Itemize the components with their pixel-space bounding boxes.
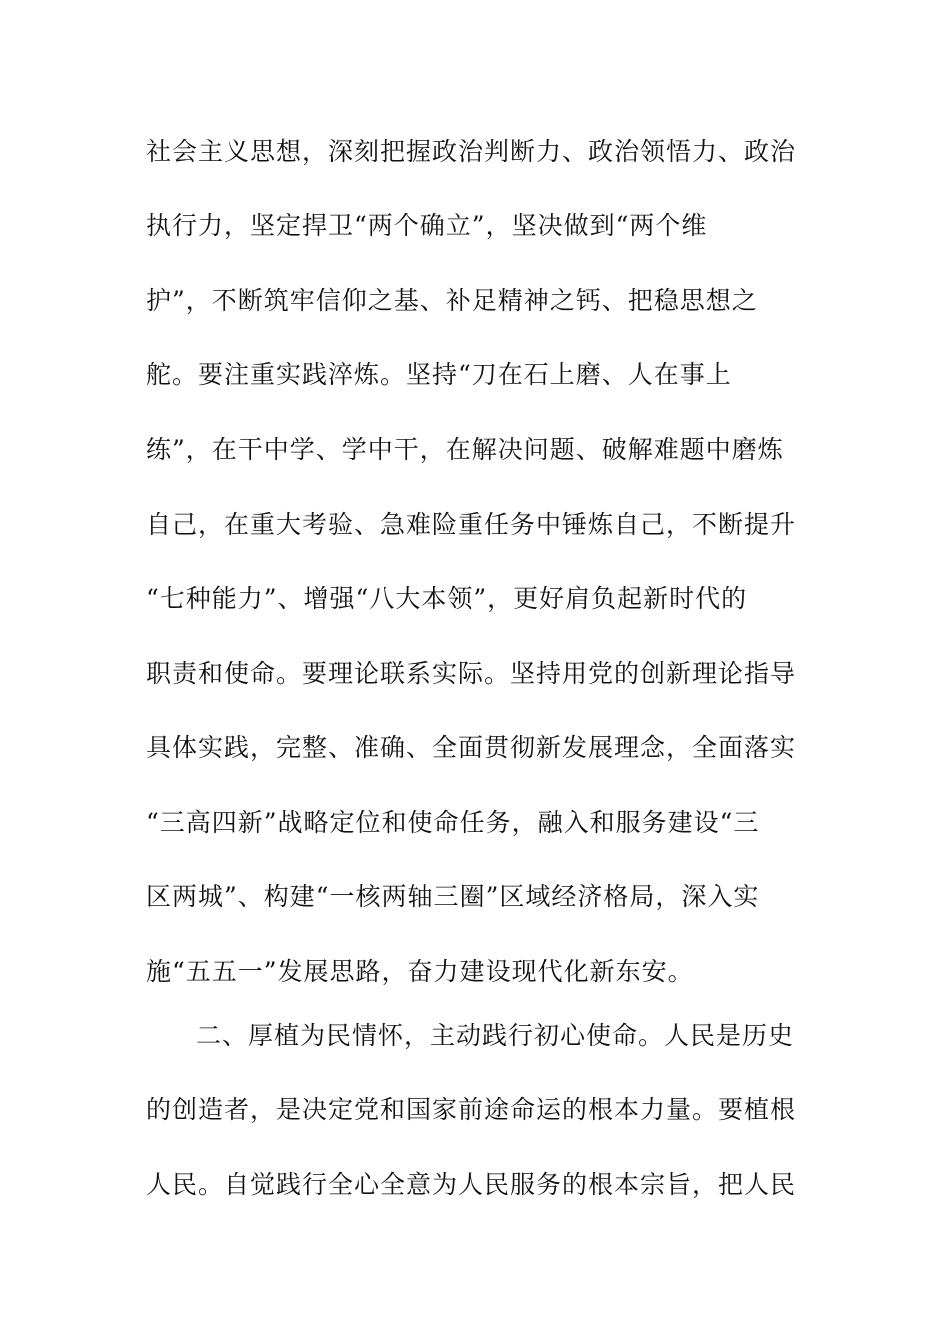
paragraph-line: 具体实践，完整、准确、全面贯彻新发展理念，全面落实: [146, 733, 797, 762]
paragraph-line: 施“五五一”发展思路，奋力建设现代化新东安。: [146, 957, 694, 986]
paragraph-line: 执行力，坚定捍卫“两个确立”，坚决做到“两个维: [146, 211, 708, 240]
paragraph-line: “七种能力”、增强“八大本领”，更好肩负起新时代的: [146, 584, 748, 613]
paragraph-line: 职责和使命。要理论联系实际。坚持用党的创新理论指导: [146, 659, 797, 688]
paragraph-line: “三高四新”战略定位和使命任务，融入和服务建设“三: [146, 808, 760, 837]
paragraph-line: 舵。要注重实践淬炼。坚持“刀在石上磨、人在事上: [146, 360, 732, 389]
paragraph-line: 的创造者，是决定党和国家前途命运的根本力量。要植根: [146, 1095, 797, 1124]
paragraph-line: 区两城”、构建“一核两轴三圈”区域经济格局，深入实: [146, 882, 760, 911]
paragraph-line: 人民。自觉践行全心全意为人民服务的根本宗旨，把人民: [146, 1170, 797, 1199]
paragraph-line: 社会主义思想，深刻把握政治判断力、政治领悟力、政治: [146, 137, 797, 166]
paragraph-line: 自己，在重大考验、急难险重任务中锤炼自己，不断提升: [146, 510, 797, 539]
paragraph-line: 护”，不断筑牢信仰之基、补足精神之钙、把稳思想之: [146, 286, 758, 315]
paragraph-line: 练”，在干中学、学中干，在解决问题、破解难题中磨炼: [146, 435, 784, 464]
paragraph-line: 二、厚植为民情怀，主动践行初心使命。人民是历史: [196, 1021, 795, 1050]
